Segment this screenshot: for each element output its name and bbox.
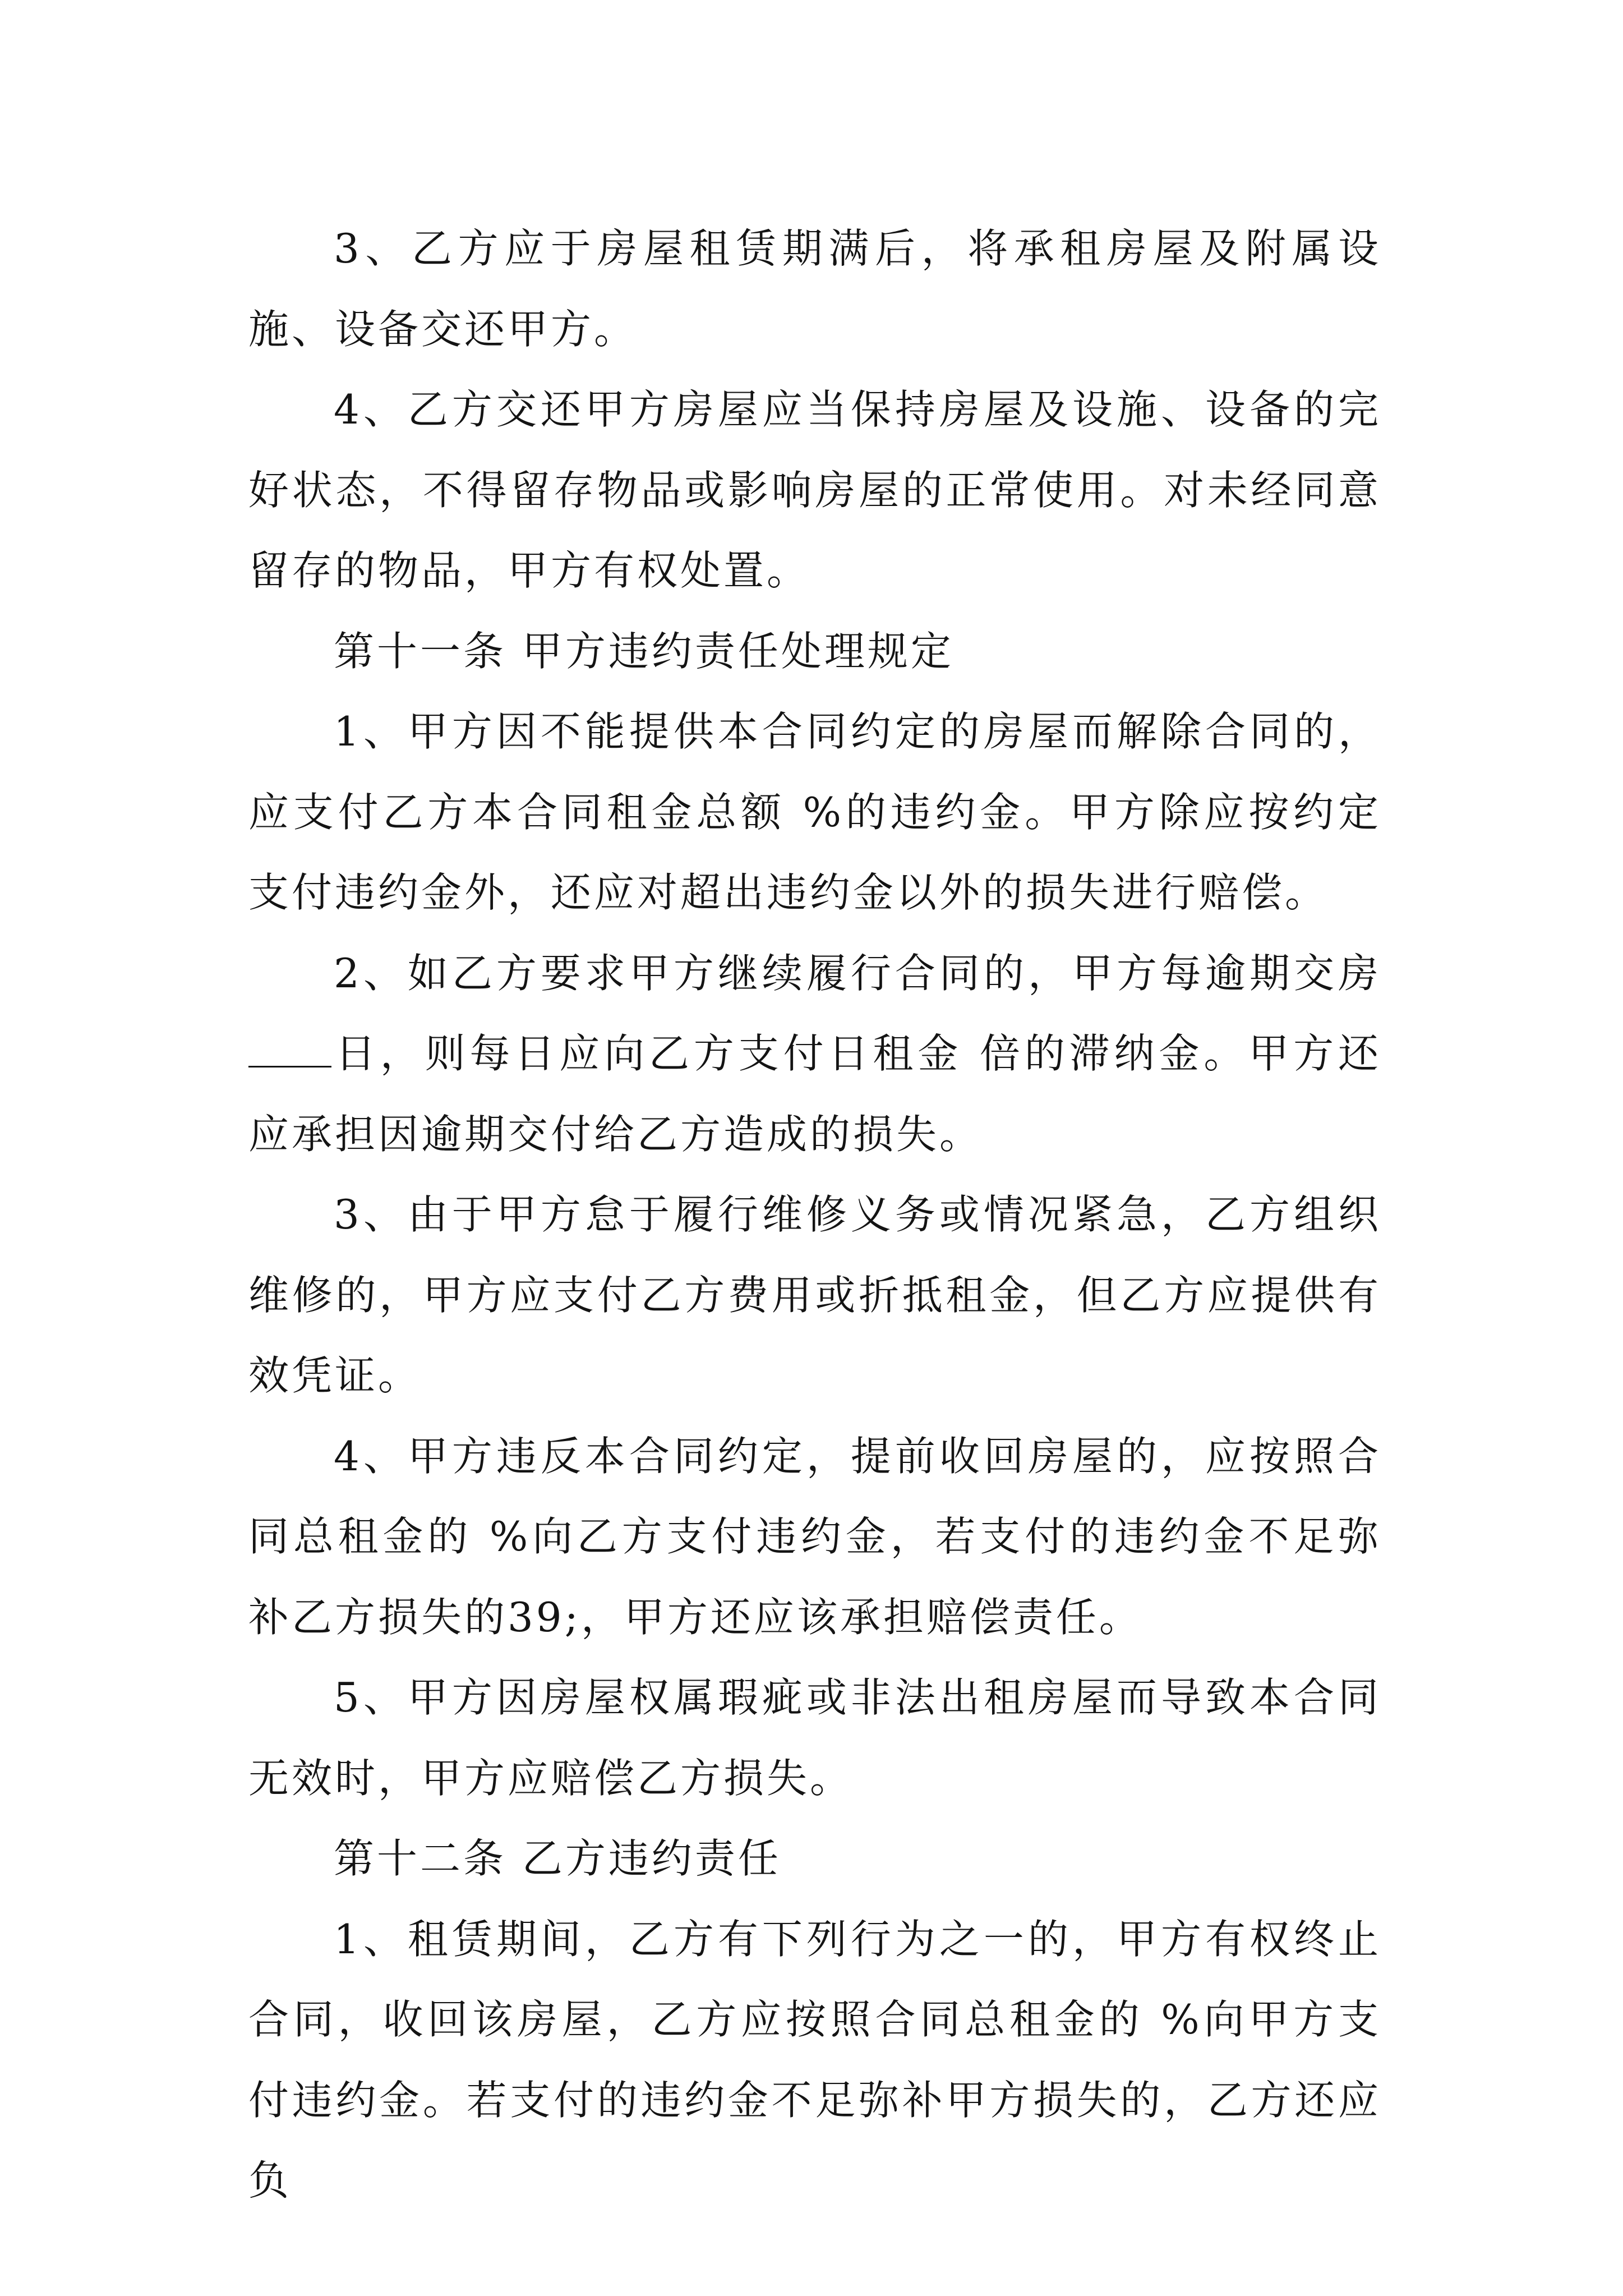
- document-body: [248, 209, 1381, 2221]
- clause-11-item-2-text-after: 日，则每日应向乙方支付日租金 倍的滞纳金。甲方还应承担因逾期交付给乙方造成的损失。: [248, 1030, 1381, 1158]
- paragraph-clause-11-item-3: 3、由于甲方怠于履行维修义务或情况紧急，乙方组织维修的，甲方应支付乙方费用或折抵租金，但乙方应提供有效凭证。: [248, 1191, 1381, 1399]
- clause-11-item-2-text-before: 2、如乙方要求甲方继续履行合同的，甲方每逾期交房: [334, 949, 1381, 997]
- paragraph-clause-10-item-3: 3、乙方应于房屋租赁期满后，将承租房屋及附属设施、设备交还甲方。: [248, 225, 1381, 353]
- paragraph-clause-11-item-1: 1、甲方因不能提供本合同约定的房屋而解除合同的，应支付乙方本合同租金总额 %的违约金。甲方除应按约定支付违约金外，还应对超出违约金以外的损失进行赔偿。: [248, 708, 1381, 916]
- fill-in-blank: [248, 1032, 331, 1068]
- paragraph-clause-11-item-5: 5、甲方因房屋权属瑕疵或非法出租房屋而导致本合同无效时，甲方应赔偿乙方损失。: [248, 1674, 1381, 1802]
- paragraph-clause-11-item-2: [248, 933, 1381, 1175]
- paragraph-clause-10-item-4: 4、乙方交还甲方房屋应当保持房屋及设施、设备的完好状态，不得留存物品或影响房屋的正常使用。对未经同意留存的物品，甲方有权处置。: [248, 386, 1381, 594]
- heading-clause-12: 第十二条 乙方违约责任: [334, 1835, 781, 1882]
- heading-clause-11: 第十一条 甲方违约责任处理规定: [334, 627, 954, 675]
- paragraph-clause-12-item-1: 1、租赁期间，乙方有下列行为之一的，甲方有权终止合同，收回该房屋，乙方应按照合同总租金的 %向甲方支付违约金。若支付的违约金不足弥补甲方损失的，乙方还应负: [248, 1915, 1381, 2204]
- paragraph-clause-11-item-4: 4、甲方违反本合同约定，提前收回房屋的，应按照合同总租金的 %向乙方支付违约金，若支付的违约金不足弥补乙方损失的39;，甲方还应该承担赔偿责任。: [248, 1432, 1381, 1641]
